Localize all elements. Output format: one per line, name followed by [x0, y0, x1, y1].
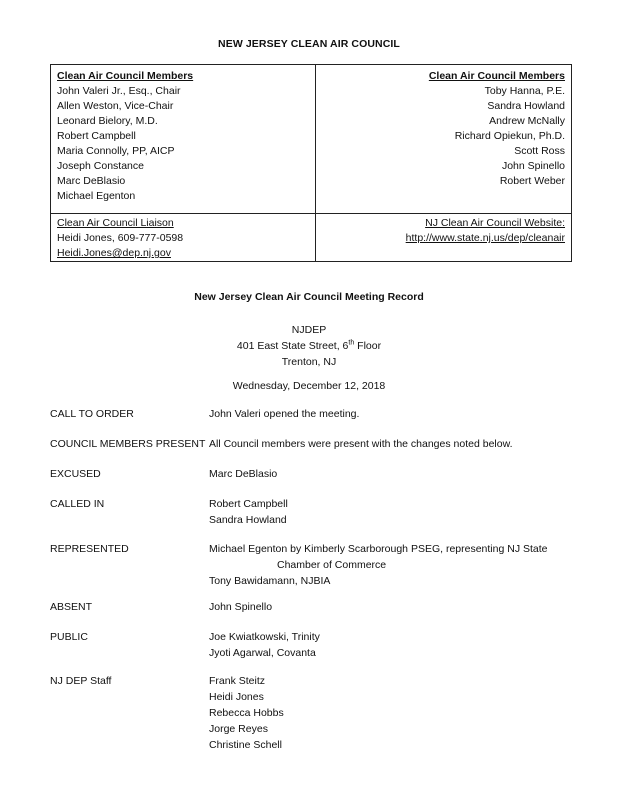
member-name: Allen Weston, Vice-Chair — [57, 100, 174, 112]
liaison-heading: Clean Air Council Liaison — [57, 217, 174, 229]
section-label: EXCUSED — [50, 468, 101, 480]
date-line: Wednesday, December 12, 2018 — [232, 380, 386, 392]
liaison-email-link[interactable]: Heidi.Jones@dep.nj.gov — [57, 247, 171, 259]
person-name: Jyoti Agarwal, Covanta — [209, 647, 316, 659]
city-line: Trenton, NJ — [281, 356, 337, 368]
person-name: Rebecca Hobbs — [209, 707, 284, 719]
member-name: John Spinello — [501, 160, 565, 172]
org-name: NJDEP — [291, 324, 327, 336]
person-name: Sandra Howland — [209, 514, 287, 526]
represented-line: Michael Egenton by Kimberly Scarborough PSEG, representing NJ State — [209, 543, 548, 555]
table-divider-horizontal — [51, 213, 571, 214]
person-name: Frank Steitz — [209, 675, 266, 687]
person-name: Joe Kwiatkowski, Trinity — [209, 631, 320, 643]
section-value: John Valeri opened the meeting. — [209, 408, 360, 420]
section-values — [209, 496, 579, 528]
section-value: All Council members were present with the changes noted below. — [209, 438, 513, 450]
represented-line: Chamber of Commerce — [277, 559, 387, 571]
liaison-contact: Heidi Jones, 609-777-0598 — [57, 232, 184, 244]
record-title: New Jersey Clean Air Council Meeting Record — [194, 291, 424, 303]
section-values — [209, 673, 579, 753]
meeting-location — [0, 322, 618, 370]
member-name: Leonard Bielory, M.D. — [57, 115, 158, 127]
section-value: Marc DeBlasio — [209, 468, 278, 480]
member-name: Michael Egenton — [57, 190, 136, 202]
section-value: John Spinello — [209, 601, 273, 613]
section-label: PUBLIC — [50, 631, 88, 643]
section-label: REPRESENTED — [50, 543, 129, 555]
member-name: John Valeri Jr., Esq., Chair — [57, 85, 181, 97]
member-name: Robert Campbell — [57, 130, 136, 142]
members-table — [50, 64, 572, 262]
section-values — [209, 629, 579, 661]
member-name: Joseph Constance — [57, 160, 144, 172]
section-label: CALL TO ORDER — [50, 408, 134, 420]
website-link[interactable]: http://www.state.nj.us/dep/cleanair — [405, 232, 565, 244]
member-name: Marc DeBlasio — [57, 175, 126, 187]
member-name: Scott Ross — [514, 145, 565, 157]
left-members-heading: Clean Air Council Members — [57, 70, 194, 82]
liaison-cell — [57, 216, 307, 261]
meeting-date — [0, 378, 618, 394]
website-cell — [315, 216, 565, 246]
person-name: Robert Campbell — [209, 498, 288, 510]
left-members-column — [57, 69, 307, 204]
member-name: Andrew McNally — [489, 115, 565, 127]
person-name: Heidi Jones — [209, 691, 264, 703]
section-label: CALLED IN — [50, 498, 105, 510]
member-name: Robert Weber — [499, 175, 565, 187]
member-name: Toby Hanna, P.E. — [484, 85, 565, 97]
member-name: Maria Connolly, PP, AICP — [57, 145, 175, 157]
person-name: Jorge Reyes — [209, 723, 268, 735]
section-values — [209, 541, 579, 589]
person-name: Christine Schell — [209, 739, 282, 751]
website-heading: NJ Clean Air Council Website: — [425, 217, 565, 229]
member-name: Richard Opiekun, Ph.D. — [454, 130, 565, 142]
right-members-heading: Clean Air Council Members — [428, 70, 565, 82]
right-members-column — [315, 69, 565, 189]
member-name: Sandra Howland — [487, 100, 565, 112]
section-label: NJ DEP Staff — [50, 675, 112, 687]
represented-line: Tony Bawidamann, NJBIA — [209, 575, 331, 587]
address-line: 401 East State Street, 6th Floor — [236, 339, 382, 352]
section-label: COUNCIL MEMBERS PRESENT — [50, 438, 206, 450]
section-label: ABSENT — [50, 601, 93, 613]
document-title: NEW JERSEY CLEAN AIR COUNCIL — [218, 38, 400, 50]
